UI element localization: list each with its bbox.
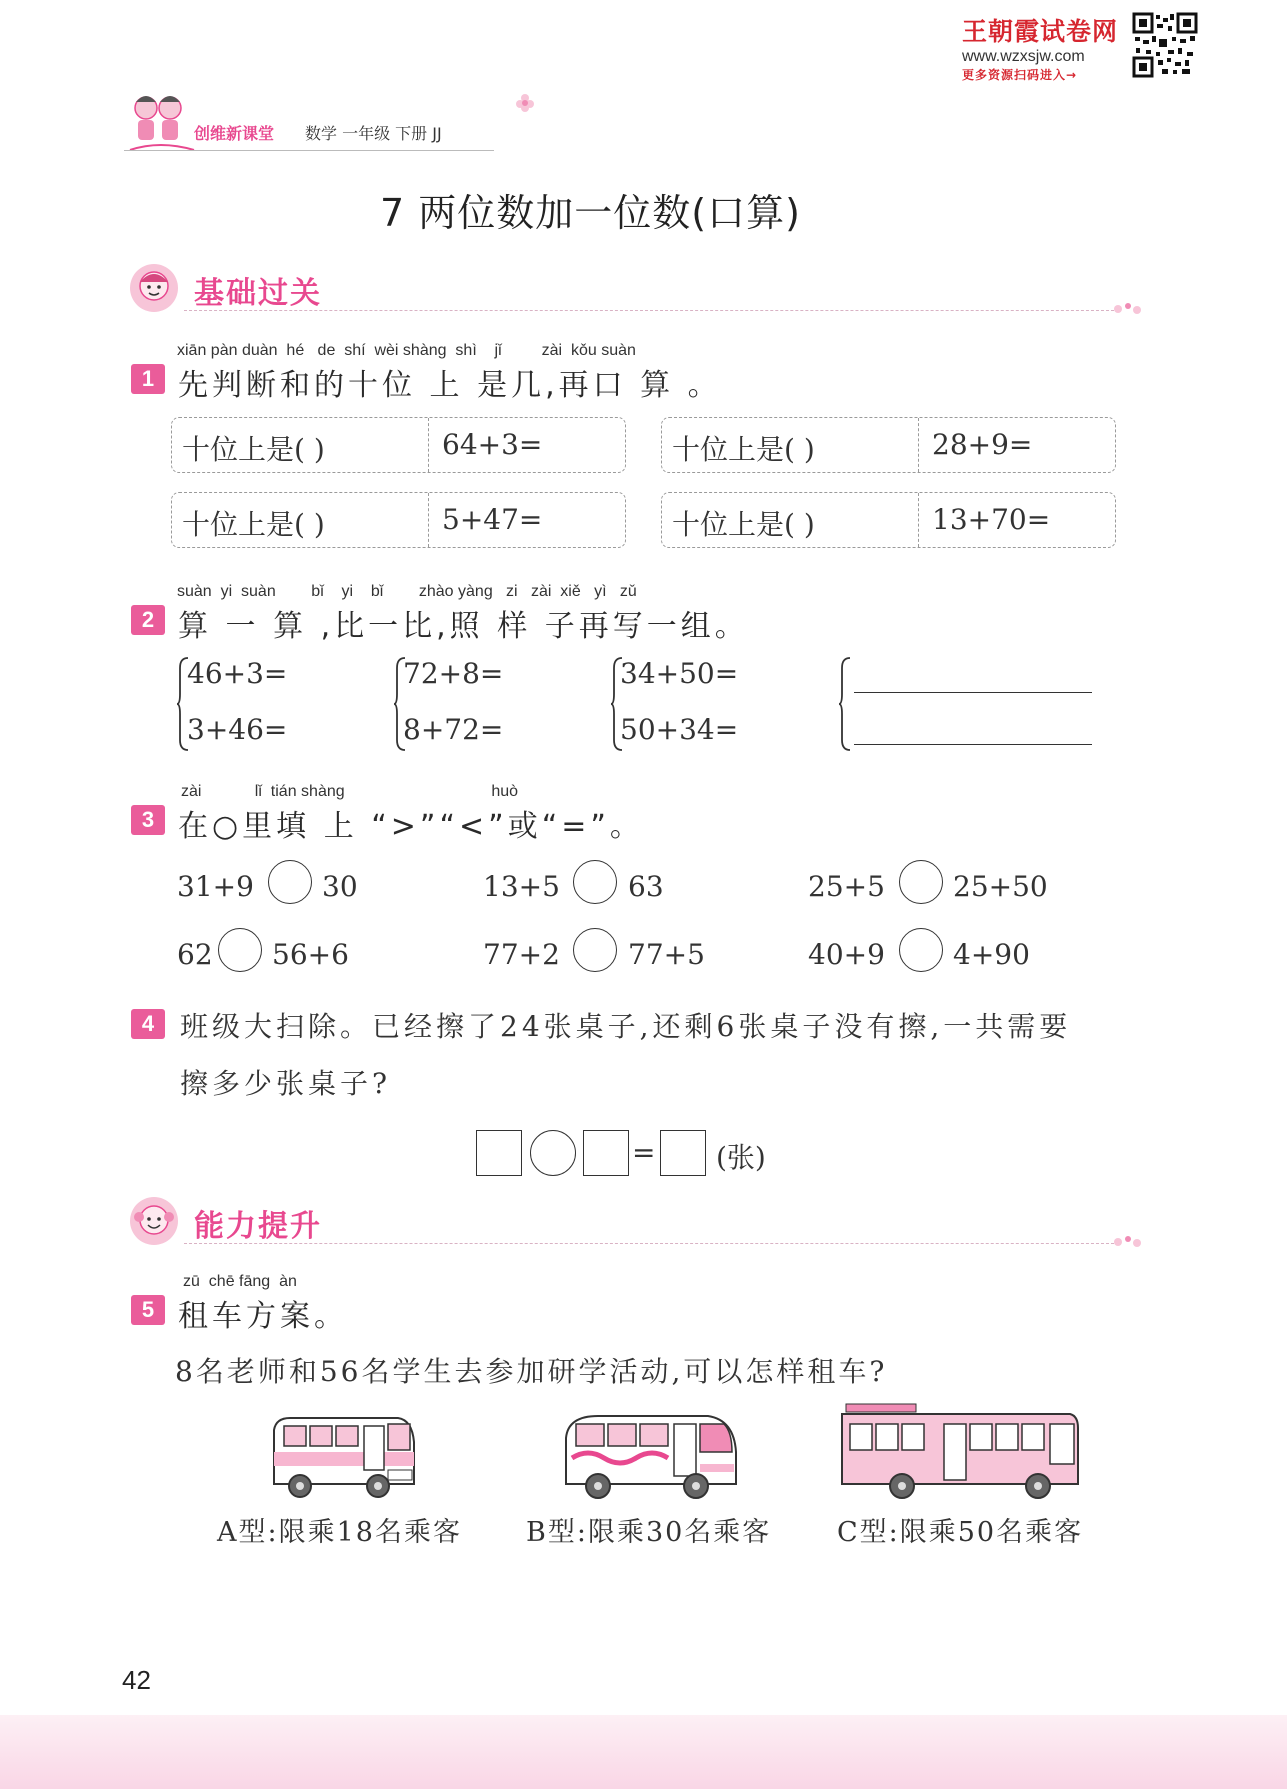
- compare-right: 25+50: [953, 870, 1048, 903]
- bottom-band: [0, 1715, 1287, 1789]
- q5-number: 5: [131, 1295, 165, 1325]
- teacher-icon: [128, 262, 186, 314]
- q2-expression: 50+34=: [620, 713, 739, 746]
- book-title: 创维新课堂: [194, 124, 275, 143]
- q1-number: 1: [131, 364, 165, 394]
- bus-c-icon: [838, 1400, 1084, 1502]
- section-title: 基础过关: [194, 276, 322, 311]
- q2-expression: 34+50=: [620, 657, 739, 690]
- q1-box-1: [171, 417, 626, 473]
- q1-expression: 5+47=: [442, 503, 543, 536]
- q2-pinyin: suàn yi suàn bǐ yi bǐ zhào yàng zi zài xiě yì zǔ: [177, 583, 637, 600]
- q1-box-4: [661, 492, 1116, 548]
- answer-box[interactable]: [583, 1130, 629, 1176]
- unit-label: (张): [716, 1141, 766, 1174]
- compare-left: 40+9: [808, 938, 885, 971]
- dots-icon: [1113, 1233, 1143, 1251]
- compare-right: 56+6: [272, 938, 349, 971]
- q1-expression: 13+70=: [932, 503, 1051, 536]
- box-divider: [918, 493, 919, 547]
- q2-expression: 46+3=: [187, 657, 288, 690]
- q1-label: 十位上是( ): [182, 508, 325, 541]
- book-subject: 数学 一年级 下册 JJ: [305, 124, 442, 143]
- section-basic: [128, 262, 1128, 322]
- compare-left: 77+2: [483, 938, 560, 971]
- flower-icon: [514, 92, 536, 114]
- q1-expression: 28+9=: [932, 428, 1033, 461]
- compare-left: 31+9: [177, 870, 254, 903]
- answer-blank[interactable]: [854, 744, 1092, 745]
- compare-circle[interactable]: [573, 928, 617, 972]
- q2-expression: 8+72=: [403, 713, 504, 746]
- brand-name: 王朝霞试卷网: [962, 17, 1119, 46]
- q3-pinyin: zài lǐ tián shàng huò: [181, 783, 519, 800]
- q4-number: 4: [131, 1009, 165, 1039]
- q2-number: 2: [131, 605, 165, 635]
- bus-b-icon: [558, 1408, 742, 1502]
- compare-left: 62: [177, 938, 213, 971]
- brand-hint: 更多资源扫码进入→: [962, 68, 1078, 82]
- q1-label: 十位上是( ): [672, 433, 815, 466]
- box-divider: [428, 493, 429, 547]
- equals-sign: =: [632, 1136, 656, 1169]
- header-divider: [124, 150, 494, 151]
- section-divider: [184, 310, 1114, 311]
- box-divider: [428, 418, 429, 472]
- bus-a-icon: [268, 1412, 420, 1502]
- brand-url[interactable]: www.wzxsjw.com: [962, 48, 1085, 65]
- dots-icon: [1113, 300, 1143, 318]
- q1-box-3: [171, 492, 626, 548]
- q2-expression: 72+8=: [403, 657, 504, 690]
- brand-block: [962, 12, 1118, 83]
- q2-text: 算 一 算 ,比一比,照 样 子再写一组。: [178, 609, 749, 644]
- bus-b-caption: B型:限乘30名乘客: [526, 1517, 772, 1548]
- q3-text: 在○里填 上 “>”“<”或“=”。: [178, 809, 644, 844]
- compare-right: 30: [322, 870, 358, 903]
- compare-right: 77+5: [628, 938, 705, 971]
- compare-right: 4+90: [953, 938, 1030, 971]
- q2-expression: 3+46=: [187, 713, 288, 746]
- compare-right: 63: [628, 870, 664, 903]
- q5-question: 8名老师和56名学生去参加研学活动,可以怎样租车?: [175, 1355, 888, 1388]
- monkey-icon: [128, 1195, 186, 1247]
- q1-box-2: [661, 417, 1116, 473]
- section-title: 能力提升: [194, 1209, 322, 1244]
- q1-label: 十位上是( ): [672, 508, 815, 541]
- q1-pinyin: xiān pàn duàn hé de shí wèi shàng shì jǐ zài kǒu suàn: [177, 342, 636, 359]
- compare-circle[interactable]: [899, 860, 943, 904]
- answer-box[interactable]: [660, 1130, 706, 1176]
- q4-text-line1: 班级大扫除。已经擦了24张桌子,还剩6张桌子没有擦,一共需要: [180, 1010, 1072, 1043]
- compare-circle[interactable]: [573, 860, 617, 904]
- qr-code-icon[interactable]: [1132, 12, 1198, 78]
- lesson-title: 7 两位数加一位数(口算): [380, 191, 801, 235]
- operator-circle[interactable]: [530, 1130, 576, 1176]
- compare-circle[interactable]: [218, 928, 262, 972]
- compare-circle[interactable]: [899, 928, 943, 972]
- answer-box[interactable]: [476, 1130, 522, 1176]
- q5-pinyin: zū chē fāng àn: [183, 1273, 297, 1290]
- brace-icon: [838, 656, 852, 752]
- q1-label: 十位上是( ): [182, 433, 325, 466]
- answer-blank[interactable]: [854, 692, 1092, 693]
- compare-circle[interactable]: [268, 860, 312, 904]
- bus-a-caption: A型:限乘18名乘客: [217, 1517, 462, 1548]
- q1-expression: 64+3=: [442, 428, 543, 461]
- compare-left: 25+5: [808, 870, 885, 903]
- bus-c-caption: C型:限乘50名乘客: [837, 1517, 1084, 1548]
- q1-text: 先判断和的十位 上 是几,再口 算 。: [178, 368, 722, 403]
- q3-number: 3: [131, 805, 165, 835]
- q5-text: 租车方案。: [178, 1299, 348, 1334]
- section-advanced: [128, 1195, 1128, 1255]
- compare-left: 13+5: [483, 870, 560, 903]
- box-divider: [918, 418, 919, 472]
- section-divider: [184, 1243, 1114, 1244]
- q4-text-line2: 擦多少张桌子?: [180, 1067, 392, 1100]
- kids-logo-icon: [124, 88, 198, 158]
- page-number: 42: [122, 1665, 151, 1695]
